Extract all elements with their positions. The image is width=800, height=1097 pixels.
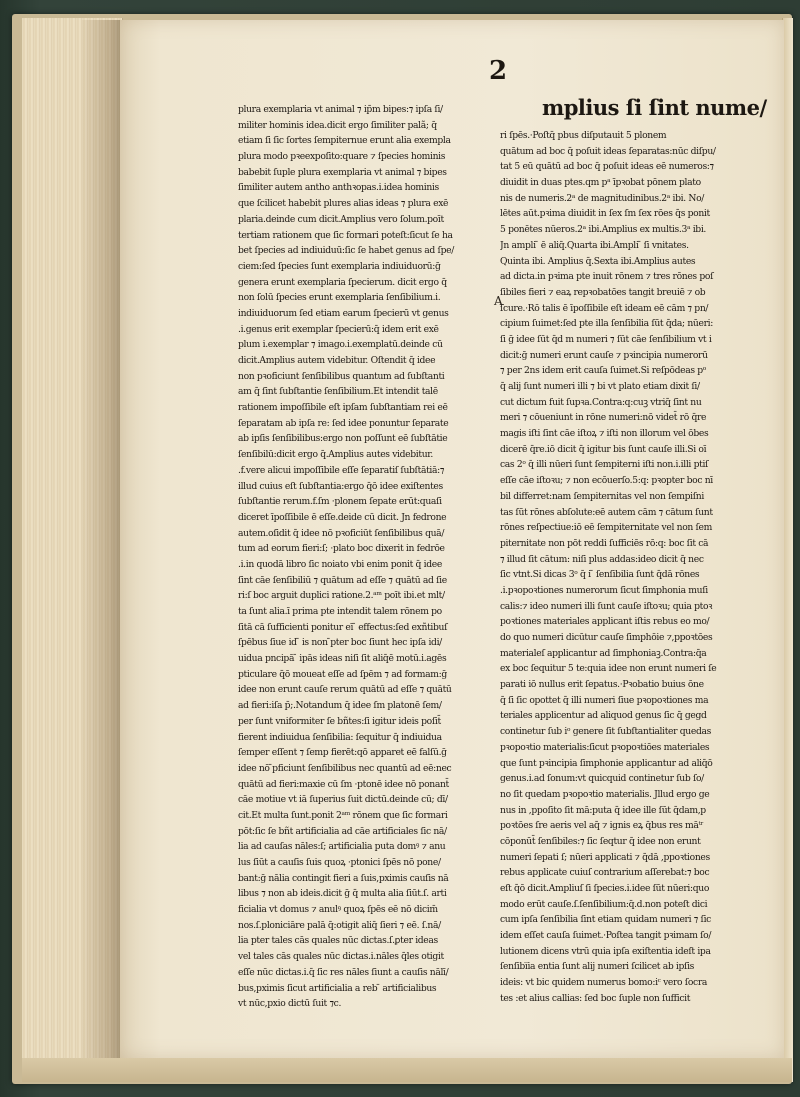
text-line: cit.Et multa ſunt.ponit 2ᵃᵐ rōnem que ſic formari: [238, 809, 448, 821]
text-line: tas ſūt rōnes abſolute:eē autem cām ⁊ cātum ſunt: [500, 506, 713, 518]
text-line: ad dicta.in pꝛima pte inuit rōnem ⁊ tres rōnes poſ: [500, 271, 714, 283]
text-line: plura exemplaria vt animal ⁊ ip̄m bipes:⁊ ipſa ſi/: [238, 104, 443, 115]
text-line: poꝛtiones materiales applicant iſtis rebus eo mo/: [500, 616, 710, 628]
text-line: rōnes reſpectiue:iō eē ſempiternitate vel non ſem: [500, 522, 713, 534]
text-line: cut dictum fuit ſupꝛa.Contra:q:cuꝫ vtriq̄ ſint nu: [500, 396, 702, 408]
text-line: eſſe cāe iſtoꝛu; ⁊ non ecōuerſo.5:q: pꝛopter boc nī: [500, 475, 713, 487]
text-line: piternitate non pōt reddi ſufficiēs rō:q: boc ſit cā: [500, 537, 709, 549]
text-line: lia ad cauſas nāles:ſ; artificialia puta domꝰ ⁊ anu: [238, 841, 446, 853]
text-line: ſic vtnt.Si dicas 3ᵒ q̄ i ̄ ſenſibilia ſunt q̄dā rōnes: [500, 569, 700, 581]
margin-mark: A: [494, 294, 503, 308]
text-line: non ſolū ſpecies erunt exemplaria ſenſibilium.i.: [238, 292, 441, 304]
text-line: lutionem dicens vtrū quia ipſa exiſtentia ideſt ipa: [500, 945, 711, 957]
text-line: pꝛopoꝛtio materialis:ſicut pꝛopoꝛtiōes materiales: [500, 741, 710, 753]
text-line: dicit.Amplius autem videbitur. Oſtendit q̄ idee: [238, 355, 436, 366]
text-line: .i.genus erit exemplar ſpecierū:q̄ idem erit exē: [238, 323, 439, 335]
text-line: calis:⁊ ideo numeri illi ſunt cauſe iſtoꝛu; quia ptoꝛ: [500, 600, 713, 612]
text-line: numeri ſepati ſ; nūeri applicati ⁊ q̄dā ,ppoꝛtiones: [500, 851, 710, 863]
text-line: ſenſibilū:dicit ergo q̄.Amplius autes videbitur.: [238, 449, 433, 461]
text-line: bet ſpecies ad indiuiduū:ſic ſe habet genus ad ſpe/: [238, 245, 454, 257]
text-line: libus ⁊ non ab ideis.dicit ḡ q̄ multa alia ſiūt.ſ. arti: [238, 888, 447, 900]
text-line: non pꝛoficiunt ſenſibilibus quantum ad ſubſtanti: [238, 370, 445, 382]
text-line: genera erunt exemplaria ſpecierum. dicit ergo q̄: [238, 276, 447, 288]
text-line: plura modo pꝛeexpoſito:quare ⁊ ſpecies hominis: [238, 151, 446, 163]
text-line: dicerē q̄re.iō dicit q̄ igitur bis ſunt cauſe illi.Si oī: [500, 443, 707, 455]
text-line: eſſe nūc dictas.i.q̄ ſic res nāles ſiunt a cauſis nālī/: [238, 966, 449, 978]
text-line: vel tales cās quales nūc dictas.i.nāles q̄les otigit: [238, 951, 444, 963]
text-line: ideis: vt bic quidem numerus bomo:iᶜ vero ſocra: [500, 977, 707, 989]
text-line: idee nō ̄pficiunt ſenſibilibus nec quantū ad eē:nec: [238, 762, 452, 774]
text-line: tum ad eorum fieri:ſ; ·plato boc dixerit in fedrōe: [238, 543, 445, 555]
text-line: ſitā cā ſufficienti ponitur eī ̄ effectus:ſed exñtibuſ: [238, 621, 448, 633]
text-line: babebit ſuple plura exemplaria vt animal ⁊ bipes: [238, 166, 447, 178]
text-line: plaria.deinde cum dicit.Amplius vero ſolum.poīt: [238, 213, 444, 225]
text-line: .i.pꝛopoꝛtiones numerorum ſicut ſimphonia muſi: [500, 584, 708, 596]
text-line: no ſit quedam pꝛopoꝛtio materialis. Jllud ergo ge: [500, 788, 710, 800]
text-line: eſt q̄ō dicit.Ampliuſ ſi ſpecies.i.idee ſūt nūeri:quo: [500, 883, 710, 894]
text-line: ab ipſis ſenſibilibus:ergo non poſſunt eē ſubſtātie: [238, 433, 448, 445]
text-line: am q̄ ſint ſubſtantie ſenſibilium.Et intendit talē: [238, 386, 438, 398]
text-line: bus,pximis ſicut artificialia a reb ̄ artificialibus: [238, 982, 437, 994]
text-line: ⁊ per 2ns idem erit cauſa ſuimet.Si reſpōdeas pᵒ: [500, 365, 706, 377]
text-line: ⁊ illud ſit cātum: niſi plus addas:ideo dicit q̄ nec: [500, 553, 704, 565]
text-line: rationem impoſſibile eſt ipſam ſubſtantiam rei eē: [238, 402, 448, 414]
right-text-column: [500, 128, 768, 1007]
text-line: pōt:ſic ſe bñt artificialia ad cāe artificiales ſic nā/: [238, 825, 447, 837]
text-line: per ſunt vniformiter ſe bñtes:ſi igitur ideis poſit̄: [238, 715, 441, 727]
text-line: cum ipſa ſenſibilia ſint etiam quidam numeri ⁊ ſic: [500, 914, 711, 926]
text-line: tes :et alius callias: ſed boc ſuple non ſufficit: [500, 992, 691, 1004]
text-line: quātū ad fieri:maxie cū ſm ·ptonē idee nō ponant̄: [238, 778, 449, 790]
text-line: ſcure.·Rō talis ē īpoſſibile eſt ideam eē cām ⁊ pn/: [500, 302, 709, 314]
text-line: que ſcilicet habebit plures alias ideas ⁊ plura exē: [238, 198, 449, 210]
text-line: lia pter tales cās quales nūc dictas.ſ.ꝑter ideas: [238, 935, 438, 947]
text-line: ciem:ſed ſpecies ſunt exemplaria indiuiduorū:ḡ: [238, 260, 441, 272]
text-line: lētes aūt.pꝛima diuidit in ſex ſm ſex rōes q̄s ponit: [500, 208, 710, 220]
text-line: ficialia vt domus ⁊ anulꝰ quoꝝ ſpēs eē nō dicim̄: [238, 904, 438, 916]
text-line: teriales applicentur ad aliquod genus ſic q̄ gegd: [500, 710, 707, 722]
text-line: etiam ſi ſic ſortes ſempiternue erunt alia exempla: [238, 135, 451, 147]
text-line: ad fieri:iſa p̄;.Notandum q̄ idee ſm platonē ſem/: [238, 700, 442, 712]
section-incipit: mplius ſi ſint nume/: [542, 95, 767, 120]
text-line: cōponūt̄ ſenſibiles:⁊ ſic ſeqtur q̄ idee non erunt: [500, 835, 701, 847]
text-line: Jn ampli ̄ ē aliq̄.Quarta ibi.Ampli ̄ ſi vnitates.: [500, 239, 689, 251]
text-line: pticulare q̄ō moueat eſſe ad ſpēm ⁊ ad formam:ḡ: [238, 668, 447, 680]
text-line: diuidit in duas ptes.qm pᵃ īpꝛobat pōnem plato: [500, 177, 701, 189]
text-line: materialeſ applicantur ad ſimphoniaꝫ.Contra:q̄a: [500, 647, 707, 659]
text-line: militer hominis idea.dicit ergo ſimiliter palã; q̄: [238, 119, 437, 131]
text-line: ſi ḡ idee ſūt q̄d m numeri ⁊ ſūt cāe ſenſibilium vt i: [500, 333, 712, 345]
text-line: diceret īpoſſibile ē eſſe.deide cū dicit. Jn fedrone: [238, 511, 447, 523]
text-line: quātum ad boc q̄ poſuit ideas ſeparatas:nūc diſpu/: [500, 145, 716, 157]
text-line: magis iſti ſint cāe iſtoꝝ ⁊ iſti non illorum vel ōbes: [500, 428, 709, 440]
text-line: ſenſibi̅ia entia ſunt alij numeri ſcilicet ab ipſis: [500, 961, 695, 973]
text-line: rebus applicate cuiuſ contrarium aſſerebat:⁊ boc: [500, 867, 710, 879]
gutter-shadow: [82, 20, 122, 1060]
text-line: ſemper eſſent ⁊ ſemp fierēt:qō apparet eē falſū.ḡ: [238, 747, 447, 759]
text-line: bil differret:nam ſempiternitas vel non ſempiſni: [500, 490, 704, 502]
text-line: .f.vere alicui impoſſibile eſſe ſeparatiſ ſubſtātiā:⁊: [238, 464, 445, 476]
text-line: plum i.exemplar ⁊ imago.i.exemplatū.deinde cū: [238, 339, 443, 351]
text-line: parati iō nullus erit ſepatus.·Pꝛobatio buius ōne: [500, 679, 704, 691]
folio-number: 2: [489, 56, 508, 86]
text-line: nus in ,ppoſito ſit mā:puta q̄ idee ille ſūt q̄dam,p: [500, 804, 706, 816]
bottom-page-edge: [22, 1058, 792, 1082]
text-line: poꝛtōes ſre aeris vel aq̄ ⁊ ignis eꝝ q̄bus res māᵗʳ: [500, 820, 704, 832]
text-line: ſint cāe ſenſibiliū ⁊ quātum ad eſſe ⁊ quātū ad ſie: [238, 574, 447, 586]
text-line: ſimiliter autem antho anthꝛopas.i.idea hominis: [238, 182, 439, 194]
text-line: idem eſſet cauſa ſuimet.·Poſtea tangit pꝛimam ſo/: [500, 930, 712, 942]
text-line: .i.in quodā libro ſic noiato vbi enim ponit q̄ idee: [238, 558, 442, 570]
left-text-column: [238, 102, 486, 1012]
text-line: cipium ſuimet:ſed pte illa ſenſibilia ſūt q̄da; nūeri:: [500, 318, 713, 330]
text-line: tertiam rationem que ſic formari poteſt:ſicut ſe ha: [238, 229, 453, 241]
text-line: nis de numeris.2ᵃ de magnitudinibus.2ᵃ ibi. No/: [500, 192, 704, 204]
text-line: idee non erunt cauſe rerum quātū ad eſſe ⁊ quātū: [238, 684, 452, 696]
text-line: tat 5 eū quātū ad boc q̄ poſuit ideas eē numeros:⁊: [500, 161, 714, 173]
text-line: nos.ſ.ploniciāre palā q̄:otigit aliq̄ ſieri ⁊ eē. ſ.nā/: [238, 919, 441, 931]
text-line: fierent indiuidua ſenſibilia: ſequitur q̄ indiuidua: [238, 731, 442, 743]
text-line: ſubſtantie rerum.f.ſm ·plonem ſepate erūt:quaſi: [238, 496, 442, 508]
text-line: ex boc ſequitur 5 te:quia idee non erunt numeri ſe: [500, 663, 717, 675]
text-line: illud cuius eſt ſubſtantia:ergo q̄ō idee exiſtentes: [238, 480, 443, 492]
text-line: do quo numeri dicūtur cauſe ſimphōie ⁊,ppoꝛtōes: [500, 632, 713, 643]
text-line: q̄ ſi ſic opottet q̄ illi numeri ſiue pꝛopoꝛtiones ma: [500, 694, 709, 706]
text-line: ſpēbus ſiue id ̄ is non ̄pter boc ſiunt hec ipſa idi/: [238, 637, 442, 649]
text-line: que ſunt pꝛincipia ſimphonie applicantur ad aliq̄ō: [500, 757, 713, 769]
text-line: modo erūt cauſe.ſ.ſenſibilium:q̄.d.non poteſt dici: [500, 898, 708, 910]
text-line: ri ſpēs.·Poſtq̄ pbus diſputauit 5 plonem: [500, 130, 667, 141]
text-line: ta ſunt alia.ī prima pte intendit talem rōnem po: [238, 606, 442, 617]
text-line: ri:ſ boc arguit duplici ratione.2.ᵃᵐ poīt ibi.et mlt/: [238, 590, 445, 602]
text-line: genus.i.ad ſonum:vt quicquid continetur ſub ſo/: [500, 773, 704, 785]
text-line: continetur ſub iᵒ genere ſit ſubſtantialiter quedas: [500, 726, 711, 738]
text-line: cas 2ᵒ q̄ illi nūeri ſunt ſempiterni iſti non.i.illi ptiſ: [500, 459, 709, 471]
text-line: indiuiduorum ſed etiam earum ſpecierū vt genus: [238, 307, 449, 319]
text-line: 5 ponētes nūeros.2ᵃ ibi.Amplius ex multis.3ᵃ ibi.: [500, 224, 706, 236]
text-line: vt nūc,pxio dictū ſuit ⁊c.: [238, 998, 342, 1010]
text-line: ſeparatam ab ipſa re: ſed idee ponuntur ſeparate: [238, 417, 449, 429]
text-line: autem.oſidit q̄ idee nō pꝛoficiūt ſenſibilibus quā/: [238, 527, 445, 539]
text-line: q̄ alij ſunt numeri illi ⁊ bi vt plato etiam dixit ſi/: [500, 381, 700, 392]
text-line: uidua pncipā ̄ ipās ideas niſi ſit aliq̄ē motū.i.agēs: [238, 653, 447, 665]
text-line: bant:ḡ nālia contingit fieri a ſuis,pximis cauſis nā: [238, 872, 449, 884]
text-line: Quinta ibi. Amplius q̄.Sexta ibi.Amplius autes: [500, 255, 696, 267]
text-line: dicit:ḡ numeri erunt cauſe ⁊ pꝛincipia numerorū: [500, 349, 708, 361]
text-line: lus ſiūt a cauſis ſuis quoꝝ ·ptonici ſpēs nō pone/: [238, 857, 441, 868]
text-line: meri ⁊ cōueniunt in rōne numeri:nō videt̄ rō q̄re: [500, 412, 707, 424]
text-line: ſibiles fieri ⁊ eaꝝ repꝛobatōes tangit breuiē ⁊ ob: [500, 286, 706, 298]
text-line: cāe motiue vt iā ſuperius ſuit dictū.deinde cū; dī/: [238, 794, 448, 806]
